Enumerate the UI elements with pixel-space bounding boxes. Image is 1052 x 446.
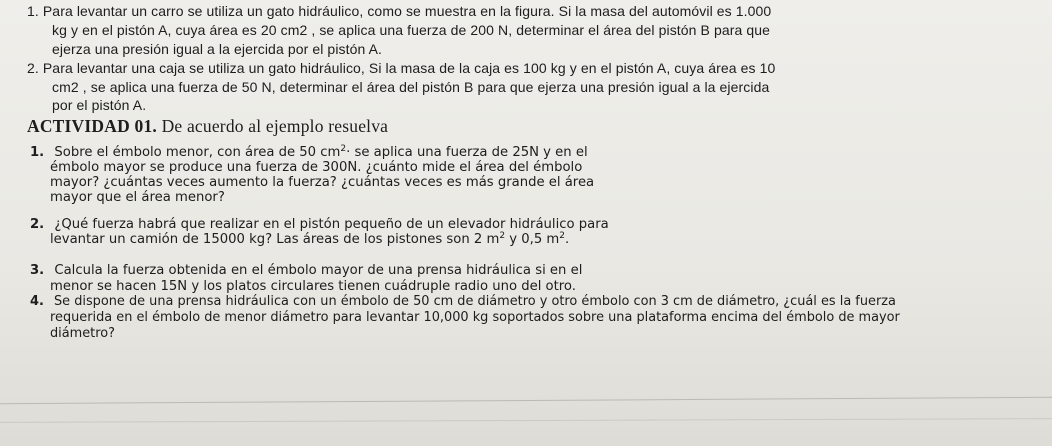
activity-title: ACTIVIDAD 01.	[27, 116, 157, 136]
bottom-rule-1	[0, 397, 1052, 404]
exercise-4-text: Se dispone de una prensa hidráulica con un émbolo de 50 cm de diámetro y otro émbolo con 3 cm de diámetro, ¿cuál es la fuerza	[53, 294, 896, 309]
exercise-2-text-b: y 0,5 m	[505, 232, 560, 247]
bottom-rule-2	[0, 418, 1052, 423]
exercise-2-line-1	[30, 218, 609, 231]
exercise-2-text-a: levantar un camión de 15000 kg? Las áreas de los pistones son 2 m	[50, 232, 500, 247]
exercise-1-line-2: émbolo mayor se produce una fuerza de 300N. ¿cuánto mide el área del émbolo	[50, 160, 583, 175]
exercise-2-line-2	[50, 233, 569, 246]
exercise-4-line-1	[30, 296, 896, 309]
exercise-1-number: 1.	[30, 145, 45, 160]
exercise-1-line-1	[30, 146, 588, 159]
exercise-2-text-c: .	[564, 232, 570, 247]
exercise-1-text-b: · se aplica una fuerza de 25N y en el	[346, 145, 588, 160]
problem-1-line-1: 1. Para levantar un carro se utiliza un gato hidráulico, como se muestra en la figura. Si la masa del automóvil es 1.000	[27, 3, 772, 19]
exercise-4-line-3: diámetro?	[50, 326, 115, 341]
exercise-1-line-3: mayor? ¿cuántas veces aumento la fuerza? ¿cuántas veces es más grande el área	[50, 175, 595, 190]
problem-2-line-3: por el pistón A.	[52, 97, 147, 113]
exercise-3-number: 3.	[30, 263, 45, 278]
exercise-1-line-4: mayor que el área menor?	[50, 190, 225, 205]
exercise-3-line-2: menor se hacen 15N y los platos circulares tienen cuádruple radio uno del otro.	[50, 279, 576, 294]
exercise-3-text: Calcula la fuerza obtenida en el émbolo mayor de una prensa hidráulica si en el	[54, 263, 583, 278]
problem-1-line-3: ejerza una presión igual a la ejercida por el pistón A.	[52, 41, 383, 57]
exercise-4-number: 4.	[30, 294, 44, 309]
problem-2-line-2: cm2 , se aplica una fuerza de 50 N, determinar el área del pistón B para que ejerza una presión igual a la ejercida	[52, 79, 770, 95]
exercise-4-line-2: requerida en el émbolo de menor diámetro para levantar 10,000 kg soportados sobre una plataforma encima del émbolo de mayor	[50, 310, 900, 325]
exercise-2-text: ¿Qué fuerza habrá que realizar en el pistón pequeño de un elevador hidráulico para	[54, 217, 609, 232]
problem-1-line-2: kg y en el pistón A, cuya área es 20 cm2 , se aplica una fuerza de 200 N, determinar el área del pistón B para que	[52, 22, 771, 38]
exercise-1-text-a: Sobre el émbolo menor, con área de 50 cm	[54, 145, 341, 160]
activity-heading	[27, 118, 388, 136]
problem-2-line-1: 2. Para levantar una caja se utiliza un gato hidráulico, Si la masa de la caja es 100 kg y en el pistón A, cuya área es 10	[27, 60, 776, 76]
activity-subtitle: De acuerdo al ejemplo resuelva	[161, 116, 389, 136]
exercise-2-number: 2.	[30, 217, 45, 232]
exercise-3-line-1	[30, 264, 582, 277]
exercise-2-superscript-a: 2	[499, 231, 506, 241]
exercise-1-superscript: 2	[340, 144, 347, 154]
exercise-2-superscript-b: 2	[559, 231, 565, 241]
